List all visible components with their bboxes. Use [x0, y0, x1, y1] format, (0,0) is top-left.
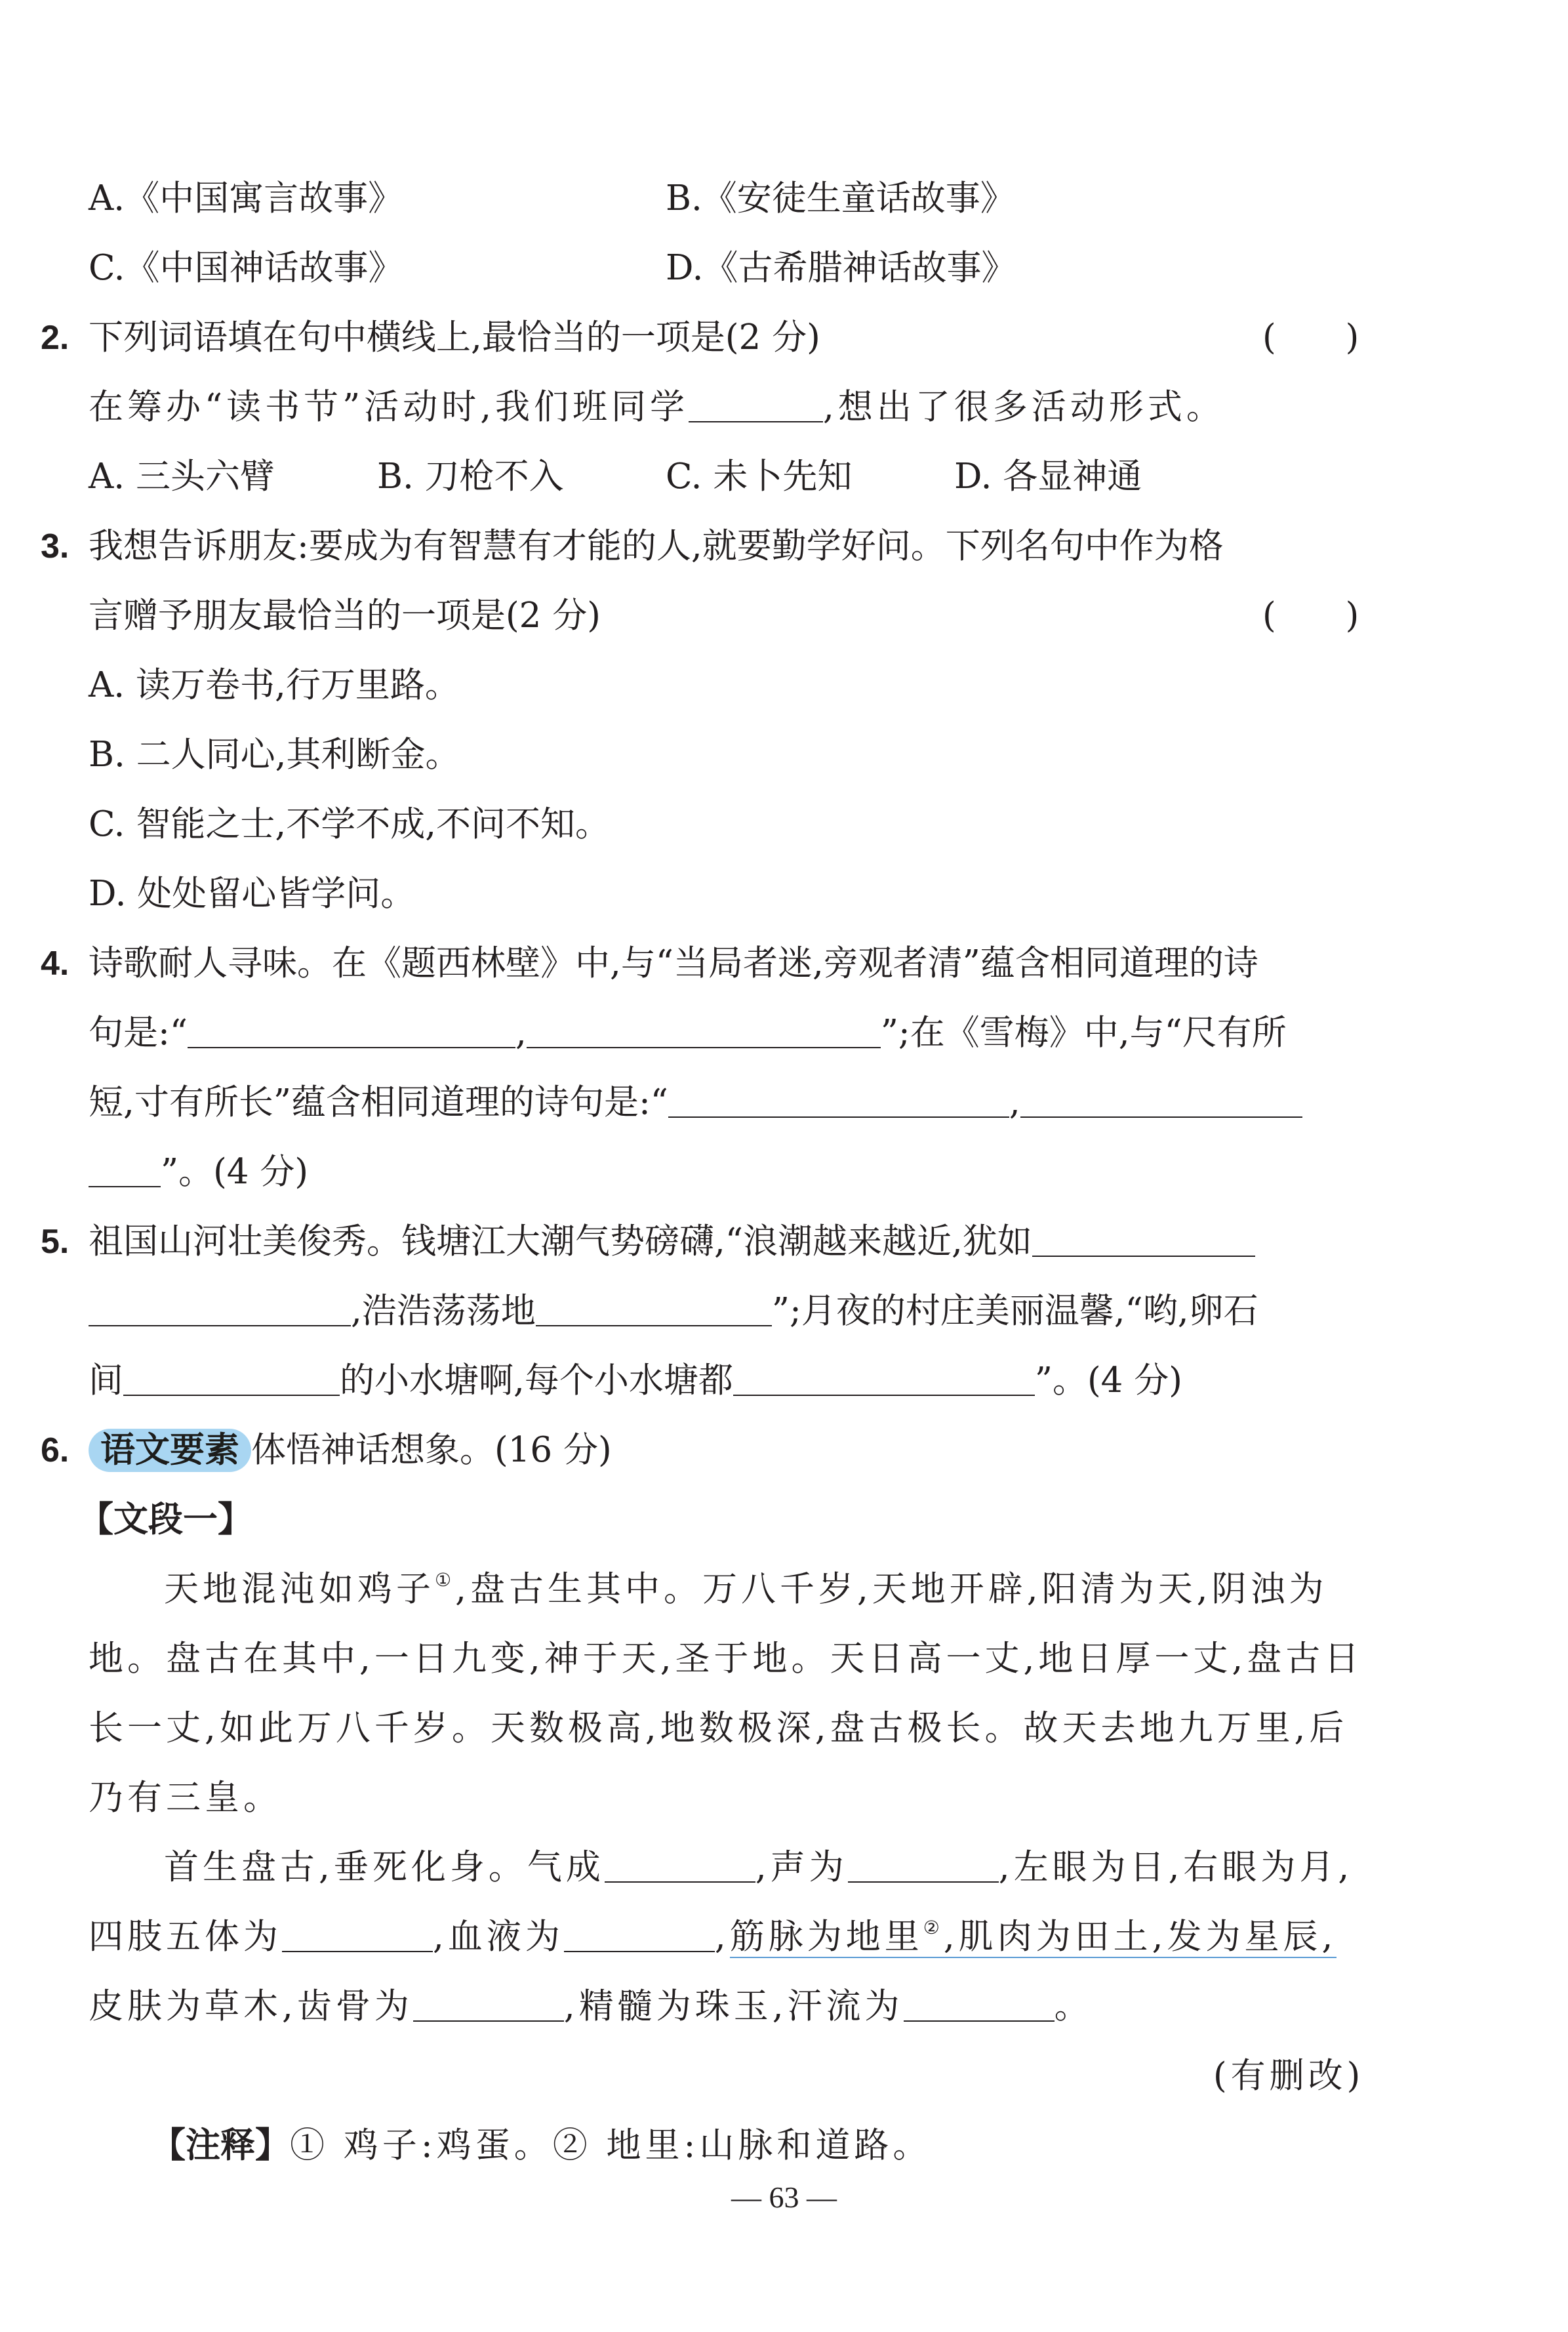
answer-blank[interactable]: [904, 1985, 1055, 2022]
q4-line3: [89, 1080, 1302, 1126]
text-part: [89, 1219, 1255, 1265]
answer-blank[interactable]: [527, 1012, 881, 1048]
q2-sentence: [89, 384, 1225, 430]
q2-option-d: D. 各显神通: [954, 457, 1142, 497]
text-part: 祖国山河壮美俊秀。钱塘江大潮气势磅礴,“浪潮越来越近,犹如: [89, 1221, 1032, 1261]
answer-paren[interactable]: ( ): [1262, 317, 1359, 358]
text-part: 皮肤为草木,齿骨为: [89, 1986, 413, 2026]
text-part: [89, 1427, 612, 1473]
q1-option-c: C.《中国神话故事》: [89, 248, 403, 288]
text-part: ,声为: [755, 1847, 848, 1887]
answer-blank[interactable]: [668, 1081, 1009, 1118]
q1-option-a: A.《中国寓言故事》: [89, 178, 403, 218]
question-number: 4.: [41, 945, 70, 983]
q1-option-d: D.《古希腊神话故事》: [666, 248, 1016, 288]
section-heading: 【文段一】: [79, 1500, 252, 1539]
q2-option-c: C. 未卜先知: [666, 457, 853, 497]
q3-option-b: B. 二人同心,其利断金。: [89, 735, 460, 775]
answer-blank[interactable]: [1032, 1220, 1255, 1257]
q5-line3: [89, 1358, 1182, 1404]
question-number: 5.: [41, 1223, 70, 1261]
question-number: 3.: [41, 527, 70, 565]
question-stem: 下列词语填在句中横线上,最恰当的一项是(2 分): [89, 317, 820, 358]
answer-blank[interactable]: [848, 1846, 999, 1883]
annotation-body: ① 鸡子:鸡蛋。② 地里:山脉和道路。: [290, 2125, 932, 2165]
text-part: ”;月夜的村庄美丽温馨,“哟,卵石: [771, 1291, 1258, 1331]
text-part: ,血液为: [433, 1917, 564, 1957]
text-part: ,肌肉为田土,发为星辰,: [943, 1917, 1337, 1957]
text-part: ,左眼为日,右眼为月,: [998, 1847, 1354, 1887]
answer-blank[interactable]: [1020, 1081, 1302, 1118]
text-part: 间: [89, 1360, 123, 1401]
passage-p2-line3: [89, 1984, 1093, 2030]
passage-p1-line4: 乃有三皇。: [89, 1778, 282, 1818]
sentence-part: ,想出了很多活动形式。: [823, 387, 1225, 427]
answer-blank[interactable]: [188, 1012, 515, 1048]
q1-option-b: B.《安徒生童话故事》: [666, 178, 1015, 218]
annotation-heading: 【注释】: [151, 2126, 290, 2165]
answer-blank[interactable]: [89, 1151, 161, 1187]
text-part: ,: [714, 1917, 730, 1957]
answer-blank[interactable]: [605, 1846, 755, 1883]
text-part: 筋脉为地里: [729, 1917, 923, 1957]
q4-line2: [89, 1010, 1287, 1056]
question-number: 2.: [41, 319, 70, 357]
answer-blank[interactable]: [536, 1290, 772, 1326]
answer-blank[interactable]: [282, 1915, 433, 1952]
text-part: ”。(4 分): [1034, 1360, 1182, 1401]
question-stem-line1: 诗歌耐人寻味。在《题西林壁》中,与“当局者迷,旁观者清”蕴含相同道理的诗: [89, 943, 1258, 983]
text-part: ”。(4 分): [161, 1152, 309, 1192]
footnote-marker: ①: [435, 1569, 456, 1591]
text-part: 。: [1054, 1986, 1093, 2026]
text-part: ,盘古生其中。万八千岁,天地开辟,阳清为天,阴浊为: [455, 1569, 1328, 1609]
q2-option-b: B. 刀枪不入: [377, 457, 564, 497]
source-note: (有删改): [1213, 2056, 1365, 2096]
question-number: 6.: [41, 1431, 70, 1469]
text-part: 的小水塘啊,每个小水塘都: [340, 1360, 733, 1401]
q3-option-d: D. 处处留心皆学问。: [89, 874, 416, 914]
text-part: ,精髓为珠玉,汗流为: [563, 1986, 904, 2026]
passage-p1-line2: 地。盘古在其中,一日九变,神于天,圣于地。天日高一丈,地日厚一丈,盘古日: [89, 1639, 1363, 1679]
text-part: ,: [1009, 1082, 1020, 1122]
question-title: 体悟神话想象。(16 分): [251, 1430, 612, 1470]
answer-blank[interactable]: [733, 1359, 1035, 1396]
text-part: 四肢五体为: [89, 1917, 282, 1957]
answer-blank[interactable]: [564, 1915, 715, 1952]
text-part: 句是:“: [89, 1013, 188, 1053]
q3-option-c: C. 智能之士,不学不成,不问不知。: [89, 804, 611, 844]
annotation: [151, 2123, 931, 2169]
sentence-part: 在筹办“读书节”活动时,我们班同学: [89, 387, 689, 427]
answer-blank[interactable]: [89, 1290, 351, 1326]
text-part: 首生盘古,垂死化身。气成: [164, 1847, 605, 1887]
page-number: — 63 —: [731, 2180, 837, 2214]
question-stem-line2: 言赠予朋友最恰当的一项是(2 分): [89, 596, 601, 636]
text-part: 天地混沌如鸡子: [164, 1569, 435, 1609]
text-part: ”;在《雪梅》中,与“尺有所: [880, 1013, 1287, 1053]
text-part: ,: [515, 1013, 527, 1053]
question-stem-line1: 我想告诉朋友:要成为有智慧有才能的人,就要勤学好问。下列名句中作为格: [89, 526, 1224, 566]
text-part: 短,寸有所长”蕴含相同道理的诗句是:“: [89, 1082, 668, 1122]
literacy-element-tag: 语文要素: [89, 1429, 251, 1472]
answer-blank[interactable]: [689, 386, 823, 422]
passage-p2-line1: [164, 1845, 1353, 1891]
underlined-text: [730, 1917, 1337, 1958]
passage-p1-line1: [164, 1566, 1328, 1612]
q4-line4: [89, 1149, 308, 1195]
footnote-marker: ②: [923, 1917, 944, 1938]
passage-p1-line3: 长一丈,如此万八千岁。天数极高,地数极深,盘古极长。故天去地九万里,后: [89, 1708, 1348, 1748]
text-part: ,浩浩荡荡地: [351, 1291, 536, 1331]
answer-paren[interactable]: ( ): [1262, 596, 1359, 636]
answer-blank[interactable]: [123, 1359, 340, 1396]
q5-line2: [89, 1288, 1258, 1334]
answer-blank[interactable]: [413, 1985, 564, 2022]
q3-option-a: A. 读万卷书,行万里路。: [89, 665, 460, 705]
passage-p2-line2: [89, 1914, 1337, 1960]
q2-option-a: A. 三头六臂: [89, 457, 275, 497]
